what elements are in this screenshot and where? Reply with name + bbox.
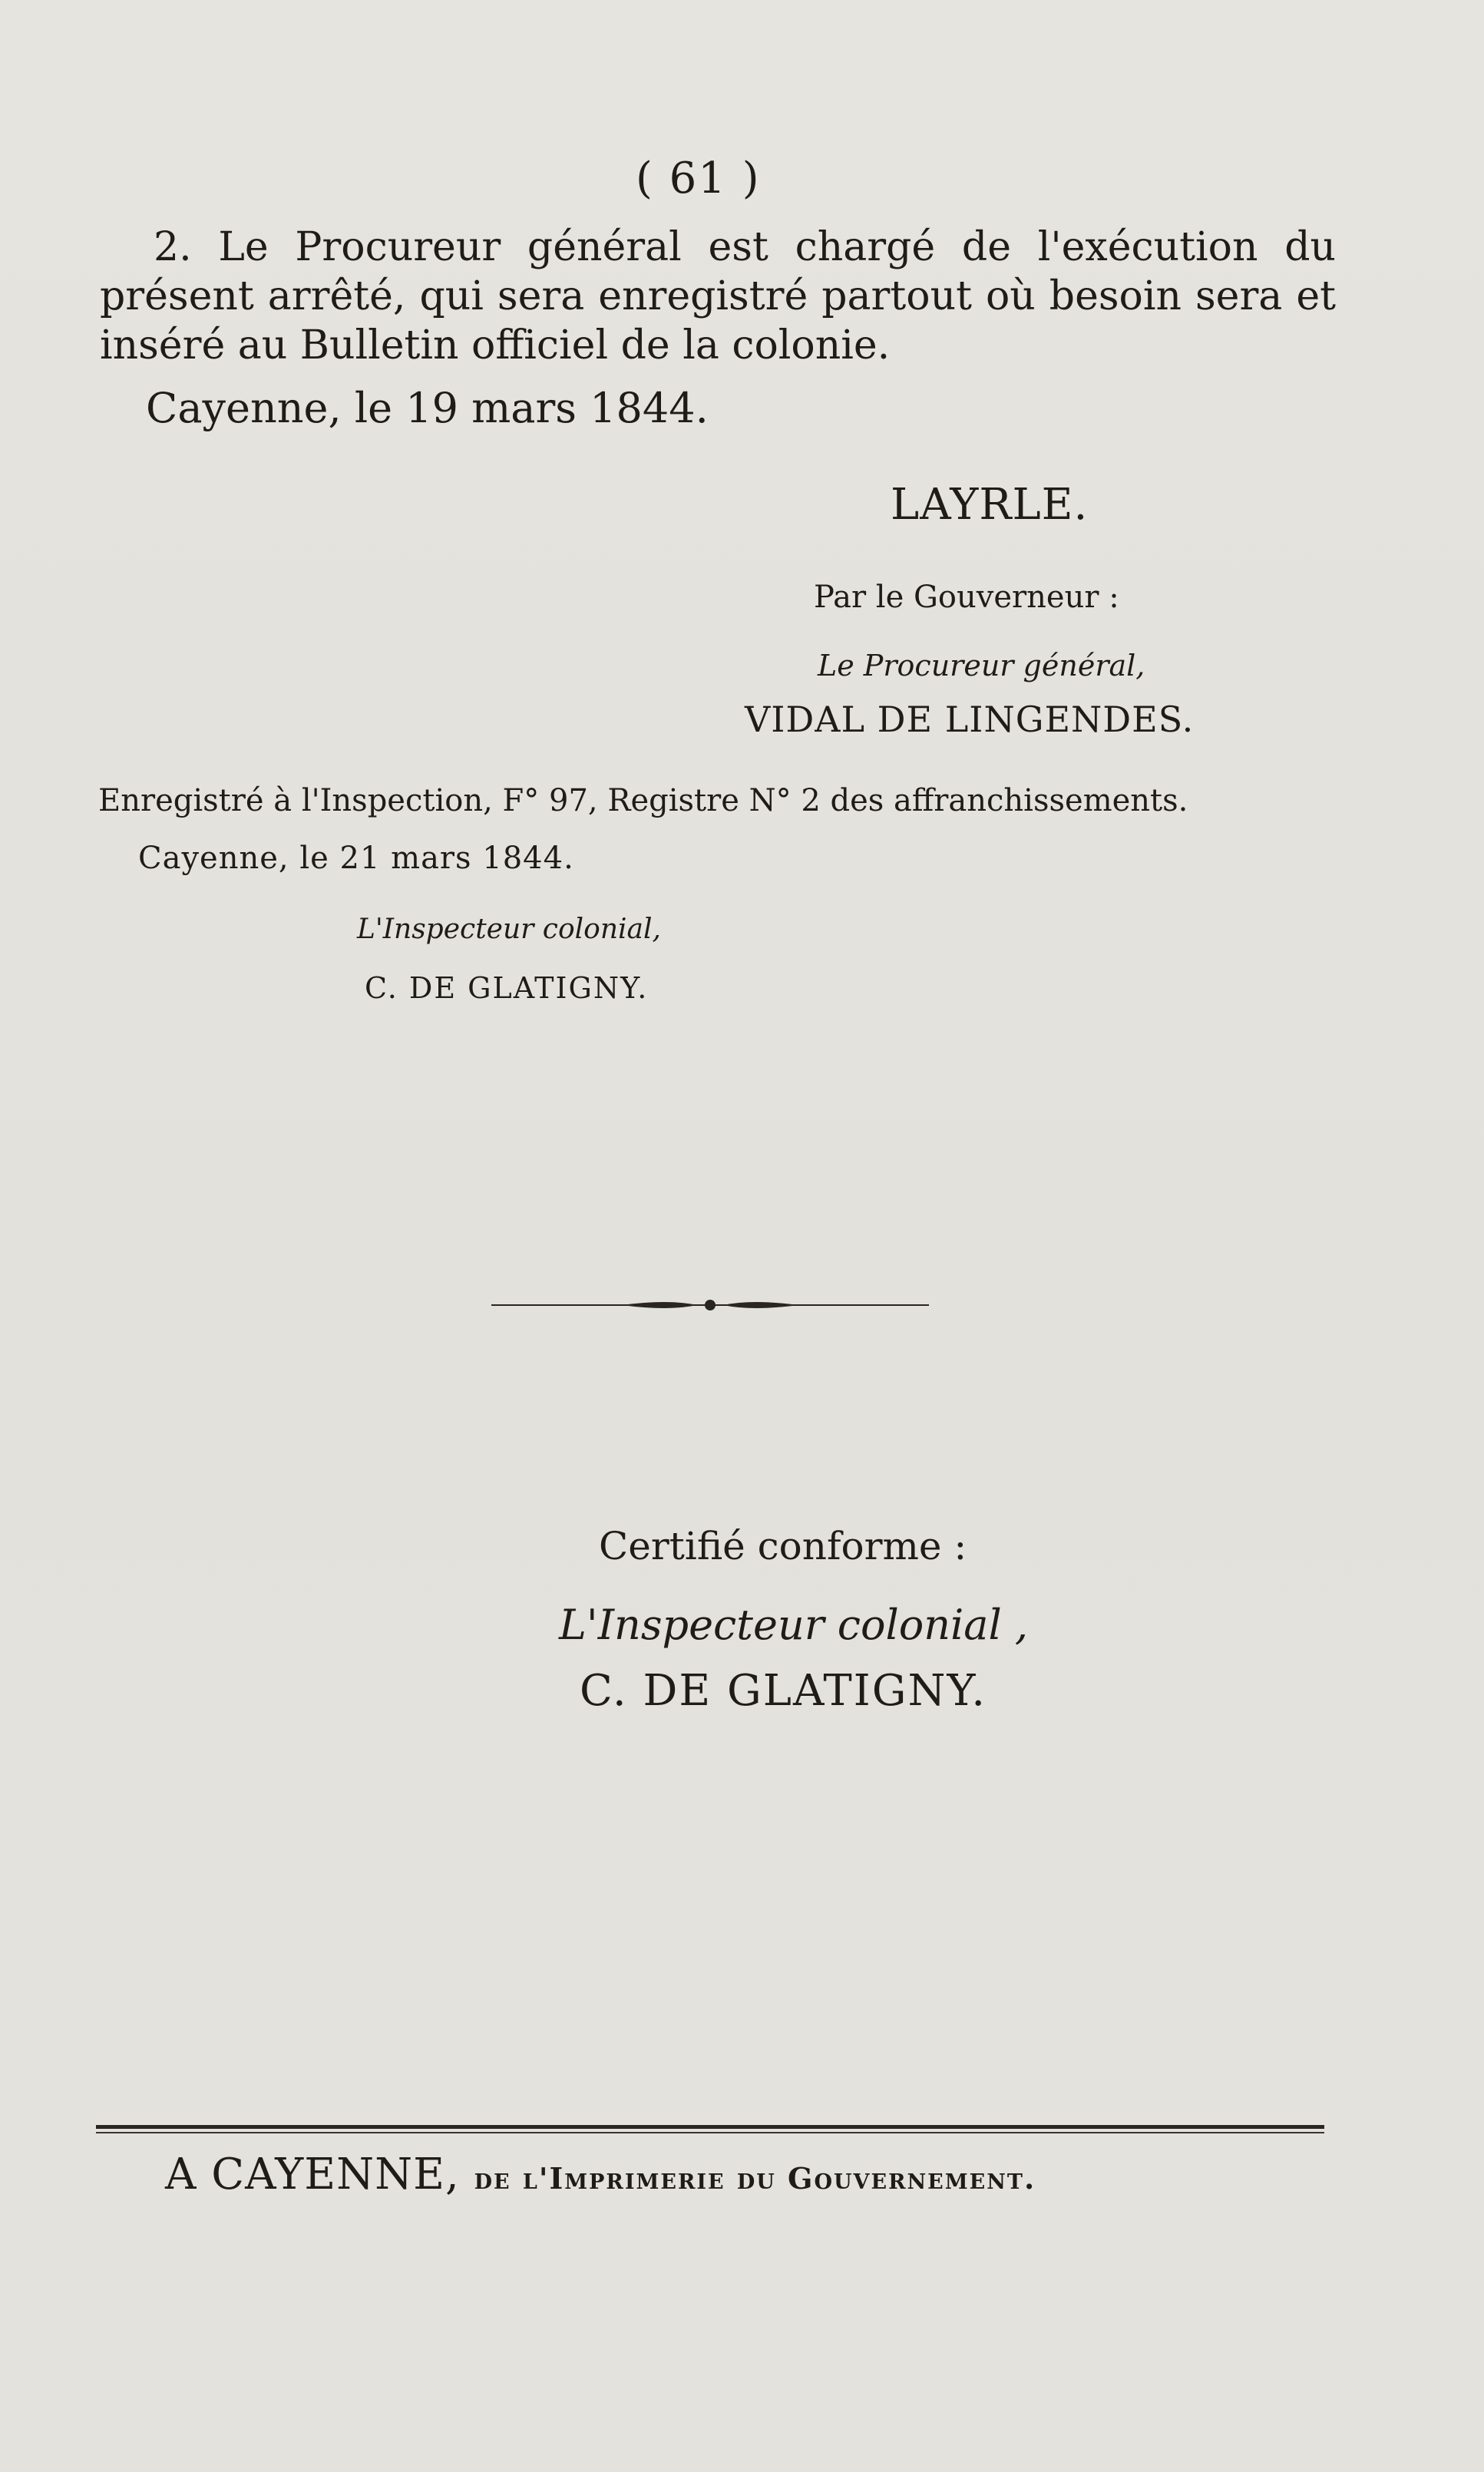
inspector-role: L'Inspecteur colonial, <box>357 914 661 945</box>
article-date: Cayenne, le 19 mars 1844. <box>146 384 709 432</box>
article-paragraph: 2. Le Procureur général est chargé de l'exécution du présent arrêté, qui sera enregistré partout où besoin sera et inséré au Bulletin officiel de la colonie. <box>100 224 1336 368</box>
inspector-name: C. DE GLATIGNY. <box>365 971 649 1005</box>
imprint-rule-thin <box>96 2132 1324 2133</box>
imprint-place: A CAYENNE, <box>165 2150 460 2199</box>
registration-note: Enregistré à l'Inspection, F° 97, Registre N° 2 des affranchissements. <box>98 783 1188 818</box>
procureur-name: VIDAL DE LINGENDES. <box>745 699 1195 740</box>
certification-role: L'Inspecteur colonial , <box>559 1601 1029 1649</box>
imprint <box>165 2150 1036 2199</box>
procureur-role: Le Procureur général, <box>818 649 1145 682</box>
certification-name: C. DE GLATIGNY. <box>580 1666 987 1716</box>
governor-signature: LAYRLE. <box>891 480 1089 530</box>
imprint-printer: de l'Imprimerie du Gouvernement. <box>474 2161 1036 2196</box>
imprint-rule-thick <box>96 2125 1324 2129</box>
ornamental-divider <box>491 1297 929 1313</box>
registration-date: Cayenne, le 21 mars 1844. <box>138 841 574 876</box>
par-le-gouverneur: Par le Gouverneur : <box>814 580 1119 615</box>
certification-title: Certifié conforme : <box>599 1524 967 1568</box>
page-number: ( 61 ) <box>636 154 761 203</box>
